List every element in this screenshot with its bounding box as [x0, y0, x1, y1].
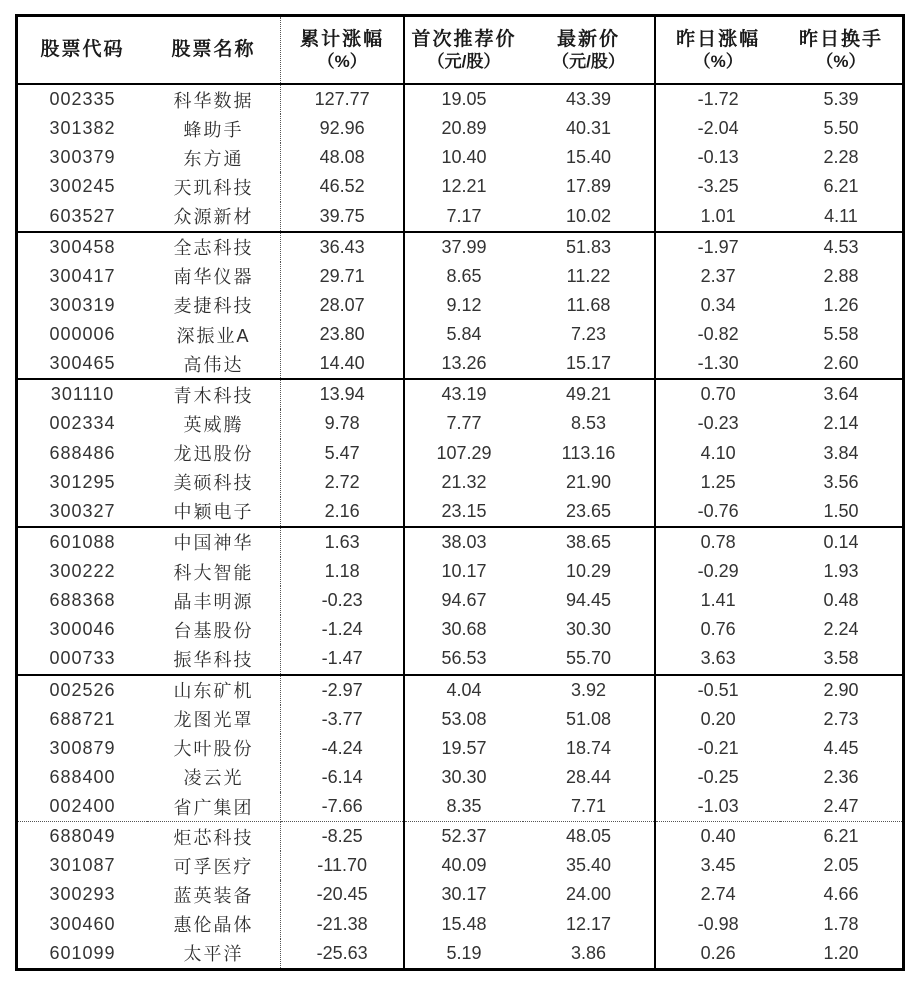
cell-first-rec-price: 12.21: [441, 176, 487, 197]
cell-yesterday-turnover: 2.28: [823, 147, 859, 168]
cell-yesterday-gain: -1.30: [655, 349, 780, 379]
cell-latest-price: 18.74: [523, 734, 656, 763]
cell-name: 太平洋: [147, 939, 280, 968]
cell-latest-price: 21.90: [523, 468, 656, 497]
cell-first-rec-price: 37.99: [441, 236, 487, 257]
col-header-label: 昨日涨幅: [676, 28, 761, 50]
cell-code: 300460: [49, 913, 116, 934]
cell-latest-price: 24.00: [523, 880, 656, 909]
cell-name: 可孚医疗: [147, 851, 280, 880]
cell-yesterday-turnover: 1.93: [823, 561, 859, 582]
cell-name: 振华科技: [147, 644, 280, 674]
cell-code: 601099: [49, 942, 116, 963]
cell-yesterday-gain: -0.29: [697, 561, 739, 582]
table-row: [18, 379, 902, 409]
cell-first-rec-price: 10.40: [441, 147, 487, 168]
cell-yesterday-gain: -0.21: [697, 737, 739, 758]
cell-yesterday-gain: 0.34: [700, 294, 736, 315]
cell-first-rec-price: 107.29: [436, 442, 492, 463]
cell-cum-gain: 29.71: [281, 262, 405, 291]
cell-cum-gain: -1.24: [281, 615, 405, 644]
header-row: [18, 17, 902, 84]
cell-code: 300319: [49, 294, 116, 315]
col-header-first-rec-price: [404, 17, 522, 84]
cell-yesterday-turnover: 2.88: [823, 265, 859, 286]
cell-name: 麦捷科技: [147, 291, 280, 320]
cell-cum-gain: 48.08: [281, 143, 405, 172]
cell-cum-gain: 39.75: [281, 202, 405, 232]
cell-latest-price: 51.83: [523, 232, 656, 262]
table-row: [18, 172, 902, 201]
col-header-unit: （%）: [317, 51, 367, 71]
cell-yesterday-gain: 0.20: [700, 708, 736, 729]
cell-code: 688721: [49, 708, 116, 729]
table-row: [18, 763, 902, 792]
cell-latest-price: 3.86: [523, 939, 656, 968]
cell-code: 301087: [49, 855, 116, 876]
cell-cum-gain: 13.94: [281, 379, 405, 409]
col-header-code: [18, 17, 147, 84]
col-header-latest-price: [523, 17, 656, 84]
cell-name: 英威腾: [147, 409, 280, 438]
cell-yesterday-gain: 1.41: [700, 590, 736, 611]
cell-latest-price: 11.68: [523, 291, 656, 320]
table-row: [18, 291, 902, 320]
cell-code: 300046: [49, 619, 116, 640]
cell-cum-gain: -1.47: [281, 644, 405, 674]
cell-first-rec-price: 20.89: [441, 118, 487, 139]
table-row: [18, 527, 902, 557]
cell-yesterday-gain: 2.74: [700, 884, 736, 905]
cell-latest-price: 15.40: [523, 143, 656, 172]
col-header-yesterday-gain: [655, 17, 780, 84]
table-row: [18, 615, 902, 644]
cell-code: 300465: [18, 349, 147, 379]
cell-yesterday-gain: 1.01: [655, 202, 780, 232]
cell-yesterday-turnover: 3.84: [823, 442, 859, 463]
cell-latest-price: 40.31: [523, 114, 656, 143]
col-header-cum-gain: [281, 17, 405, 84]
cell-yesterday-turnover: 1.78: [823, 913, 859, 934]
cell-cum-gain: 92.96: [281, 114, 405, 143]
cell-name: 省广集团: [147, 792, 280, 822]
cell-first-rec-price: 5.84: [446, 324, 482, 345]
cell-first-rec-price: 10.17: [441, 561, 487, 582]
cell-first-rec-price: 30.17: [441, 884, 487, 905]
table-row: [18, 84, 902, 114]
cell-cum-gain: -21.38: [281, 910, 405, 939]
col-header-label: 股票代码: [40, 39, 125, 61]
cell-cum-gain: 1.18: [281, 557, 405, 586]
table-row: [18, 439, 902, 468]
cell-yesterday-gain: 3.63: [655, 644, 780, 674]
cell-code: 301295: [49, 471, 116, 492]
cell-yesterday-gain: -0.13: [697, 147, 739, 168]
cell-name: 龙迅股份: [147, 439, 280, 468]
cell-name: 科华数据: [147, 84, 280, 114]
col-header-name: [147, 17, 280, 84]
cell-yesterday-gain: 0.26: [700, 942, 736, 963]
cell-yesterday-gain: 0.76: [700, 619, 736, 640]
cell-first-rec-price: 38.03: [441, 531, 487, 552]
cell-code: 002526: [49, 679, 116, 700]
cell-code: 688486: [49, 442, 116, 463]
stock-table-frame: [15, 14, 905, 971]
table-row: [18, 349, 902, 379]
cell-name: 中国神华: [147, 527, 280, 557]
table-row: [18, 114, 902, 143]
col-header-unit: （%）: [693, 51, 743, 71]
cell-code: 300293: [49, 884, 116, 905]
cell-code: 603527: [18, 202, 147, 232]
cell-cum-gain: -8.25: [281, 822, 405, 852]
col-header-unit: （元/股）: [552, 51, 625, 71]
cell-latest-price: 23.65: [523, 497, 656, 527]
cell-code: 688400: [49, 766, 116, 787]
cell-cum-gain: -4.24: [281, 734, 405, 763]
cell-yesterday-turnover: 5.39: [823, 89, 859, 110]
cell-cum-gain: 46.52: [281, 172, 405, 201]
cell-latest-price: 15.17: [523, 349, 656, 379]
cell-yesterday-gain: -0.51: [697, 679, 739, 700]
cell-latest-price: 55.70: [523, 644, 656, 674]
cell-first-rec-price: 7.77: [446, 413, 482, 434]
cell-yesterday-gain: -1.97: [697, 236, 739, 257]
cell-yesterday-turnover: 1.50: [780, 497, 902, 527]
cell-yesterday-turnover: 2.36: [823, 766, 859, 787]
cell-cum-gain: 14.40: [281, 349, 405, 379]
cell-yesterday-gain: 0.70: [700, 384, 736, 405]
cell-first-rec-price: 53.08: [441, 708, 487, 729]
cell-latest-price: 113.16: [523, 439, 656, 468]
cell-first-rec-price: 43.19: [441, 384, 487, 405]
cell-name: 东方通: [147, 143, 280, 172]
col-header-label: 昨日换手: [798, 28, 883, 50]
table-row: [18, 822, 902, 852]
cell-yesterday-turnover: 3.64: [823, 384, 859, 405]
cell-yesterday-gain: -0.25: [697, 766, 739, 787]
cell-yesterday-gain: 0.78: [700, 531, 736, 552]
cell-first-rec-price: 13.26: [404, 349, 522, 379]
cell-yesterday-turnover: 4.11: [780, 202, 902, 232]
cell-latest-price: 17.89: [523, 172, 656, 201]
table-row: [18, 910, 902, 939]
cell-yesterday-turnover: 2.60: [780, 349, 902, 379]
cell-name: 蓝英装备: [147, 880, 280, 909]
table-row: [18, 851, 902, 880]
table-row: [18, 468, 902, 497]
cell-latest-price: 35.40: [523, 851, 656, 880]
cell-name: 青木科技: [147, 379, 280, 409]
table-row: [18, 675, 902, 705]
cell-cum-gain: -0.23: [281, 586, 405, 615]
cell-yesterday-gain: -1.72: [697, 89, 739, 110]
cell-first-rec-price: 23.15: [404, 497, 522, 527]
col-header-label: 首次推荐价: [411, 28, 517, 50]
cell-name: 高伟达: [147, 349, 280, 379]
cell-first-rec-price: 19.57: [441, 737, 487, 758]
cell-name: 台基股份: [147, 615, 280, 644]
table-body: [18, 84, 902, 968]
cell-name: 南华仪器: [147, 262, 280, 291]
cell-yesterday-gain: -0.76: [655, 497, 780, 527]
cell-first-rec-price: 40.09: [441, 855, 487, 876]
cell-yesterday-turnover: 3.58: [780, 644, 902, 674]
cell-latest-price: 30.30: [523, 615, 656, 644]
table-row: [18, 320, 902, 349]
cell-yesterday-gain: -1.03: [655, 792, 780, 822]
cell-yesterday-gain: 0.40: [700, 826, 736, 847]
cell-yesterday-turnover: 0.48: [823, 590, 859, 611]
cell-code: 601088: [49, 531, 116, 552]
cell-cum-gain: -25.63: [281, 939, 405, 968]
cell-yesterday-gain: -0.23: [697, 413, 739, 434]
cell-first-rec-price: 19.05: [441, 89, 487, 110]
cell-code: 002400: [18, 792, 147, 822]
cell-yesterday-gain: -3.25: [697, 176, 739, 197]
cell-latest-price: 49.21: [523, 379, 656, 409]
cell-first-rec-price: 21.32: [441, 471, 487, 492]
cell-first-rec-price: 9.12: [446, 294, 482, 315]
cell-name: 美硕科技: [147, 468, 280, 497]
cell-latest-price: 38.65: [523, 527, 656, 557]
cell-name: 全志科技: [147, 232, 280, 262]
cell-latest-price: 11.22: [523, 262, 656, 291]
col-header-label: 股票名称: [171, 39, 256, 61]
cell-first-rec-price: 8.65: [446, 265, 482, 286]
cell-yesterday-turnover: 3.56: [823, 471, 859, 492]
table-row: [18, 409, 902, 438]
table-row: [18, 705, 902, 734]
cell-cum-gain: 5.47: [281, 439, 405, 468]
cell-latest-price: 12.17: [523, 910, 656, 939]
cell-yesterday-turnover: 4.45: [823, 737, 859, 758]
cell-yesterday-turnover: 2.73: [823, 708, 859, 729]
cell-yesterday-turnover: 1.20: [823, 942, 859, 963]
cell-name: 天玑科技: [147, 172, 280, 201]
cell-name: 中颖电子: [147, 497, 280, 527]
cell-cum-gain: -2.97: [281, 675, 405, 705]
cell-name: 众源新材: [147, 202, 280, 232]
cell-name: 凌云光: [147, 763, 280, 792]
cell-first-rec-price: 30.68: [441, 619, 487, 640]
table-row: [18, 497, 902, 527]
cell-code: 300222: [49, 561, 116, 582]
cell-first-rec-price: 7.17: [404, 202, 522, 232]
cell-yesterday-gain: -0.82: [697, 324, 739, 345]
cell-code: 300879: [49, 737, 116, 758]
cell-code: 000733: [18, 644, 147, 674]
cell-name: 山东矿机: [147, 675, 280, 705]
cell-latest-price: 28.44: [523, 763, 656, 792]
cell-latest-price: 7.71: [523, 792, 656, 822]
table-row: [18, 880, 902, 909]
cell-cum-gain: 36.43: [281, 232, 405, 262]
cell-code: 300458: [49, 236, 116, 257]
cell-name: 科大智能: [147, 557, 280, 586]
col-header-label: 最新价: [557, 28, 621, 50]
table-header: [18, 17, 902, 84]
cell-name: 深振业A: [147, 320, 280, 349]
col-header-yesterday-turnover: [780, 17, 902, 84]
cell-first-rec-price: 52.37: [441, 826, 487, 847]
cell-code: 688049: [49, 826, 116, 847]
stock-table: [18, 17, 902, 968]
cell-yesterday-turnover: 5.58: [823, 324, 859, 345]
cell-first-rec-price: 5.19: [446, 942, 482, 963]
cell-yesterday-gain: 1.25: [700, 471, 736, 492]
col-header-label: 累计涨幅: [300, 28, 385, 50]
cell-code: 002335: [49, 89, 116, 110]
cell-cum-gain: 23.80: [281, 320, 405, 349]
cell-cum-gain: -20.45: [281, 880, 405, 909]
cell-name: 炬芯科技: [147, 822, 280, 852]
cell-yesterday-gain: 3.45: [700, 855, 736, 876]
table-row: [18, 232, 902, 262]
cell-code: 300417: [49, 265, 116, 286]
cell-latest-price: 10.02: [523, 202, 656, 232]
cell-latest-price: 7.23: [523, 320, 656, 349]
cell-code: 301110: [50, 384, 115, 405]
cell-yesterday-gain: 4.10: [700, 442, 736, 463]
cell-code: 300245: [49, 176, 116, 197]
cell-cum-gain: -6.14: [281, 763, 405, 792]
cell-cum-gain: 127.77: [281, 84, 405, 114]
cell-cum-gain: -7.66: [281, 792, 405, 822]
cell-cum-gain: 2.16: [281, 497, 405, 527]
cell-name: 大叶股份: [147, 734, 280, 763]
table-row: [18, 262, 902, 291]
cell-yesterday-turnover: 0.14: [823, 531, 859, 552]
table-row: [18, 143, 902, 172]
table-row: [18, 586, 902, 615]
cell-code: 300327: [18, 497, 147, 527]
cell-yesterday-turnover: 6.21: [823, 176, 859, 197]
cell-latest-price: 43.39: [523, 84, 656, 114]
cell-first-rec-price: 15.48: [441, 913, 487, 934]
cell-cum-gain: -3.77: [281, 705, 405, 734]
table-row: [18, 939, 902, 968]
cell-yesterday-gain: -0.98: [697, 913, 739, 934]
cell-name: 晶丰明源: [147, 586, 280, 615]
cell-latest-price: 51.08: [523, 705, 656, 734]
cell-yesterday-turnover: 4.53: [823, 236, 859, 257]
cell-cum-gain: 1.63: [281, 527, 405, 557]
cell-latest-price: 10.29: [523, 557, 656, 586]
cell-latest-price: 3.92: [523, 675, 656, 705]
cell-yesterday-turnover: 2.24: [823, 619, 859, 640]
cell-yesterday-turnover: 2.14: [823, 413, 859, 434]
cell-code: 301382: [49, 118, 116, 139]
col-header-unit: （元/股）: [427, 51, 501, 71]
cell-yesterday-gain: 2.37: [700, 265, 736, 286]
cell-yesterday-turnover: 5.50: [823, 118, 859, 139]
cell-code: 300379: [49, 147, 116, 168]
cell-name: 蜂助手: [147, 114, 280, 143]
table-row: [18, 557, 902, 586]
cell-yesterday-gain: -2.04: [697, 118, 739, 139]
cell-yesterday-turnover: 1.26: [823, 294, 859, 315]
cell-code: 002334: [49, 413, 116, 434]
cell-name: 惠伦晶体: [147, 910, 280, 939]
cell-yesterday-turnover: 2.47: [780, 792, 902, 822]
table-row: [18, 734, 902, 763]
cell-cum-gain: 9.78: [281, 409, 405, 438]
cell-cum-gain: 2.72: [281, 468, 405, 497]
cell-yesterday-turnover: 4.66: [823, 884, 859, 905]
cell-first-rec-price: 8.35: [404, 792, 522, 822]
cell-name: 龙图光罩: [147, 705, 280, 734]
cell-yesterday-turnover: 6.21: [823, 826, 859, 847]
cell-latest-price: 48.05: [523, 822, 656, 852]
cell-cum-gain: -11.70: [281, 851, 405, 880]
col-header-unit: （%）: [816, 51, 866, 71]
table-row: [18, 644, 902, 674]
cell-latest-price: 8.53: [523, 409, 656, 438]
cell-code: 688368: [49, 590, 116, 611]
cell-first-rec-price: 4.04: [446, 679, 482, 700]
cell-latest-price: 94.45: [523, 586, 656, 615]
table-row: [18, 792, 902, 822]
table-row: [18, 202, 902, 232]
cell-first-rec-price: 30.30: [441, 766, 487, 787]
cell-first-rec-price: 94.67: [441, 590, 487, 611]
cell-yesterday-turnover: 2.90: [823, 679, 859, 700]
cell-yesterday-turnover: 2.05: [823, 855, 859, 876]
cell-cum-gain: 28.07: [281, 291, 405, 320]
cell-first-rec-price: 56.53: [404, 644, 522, 674]
cell-code: 000006: [49, 324, 116, 345]
